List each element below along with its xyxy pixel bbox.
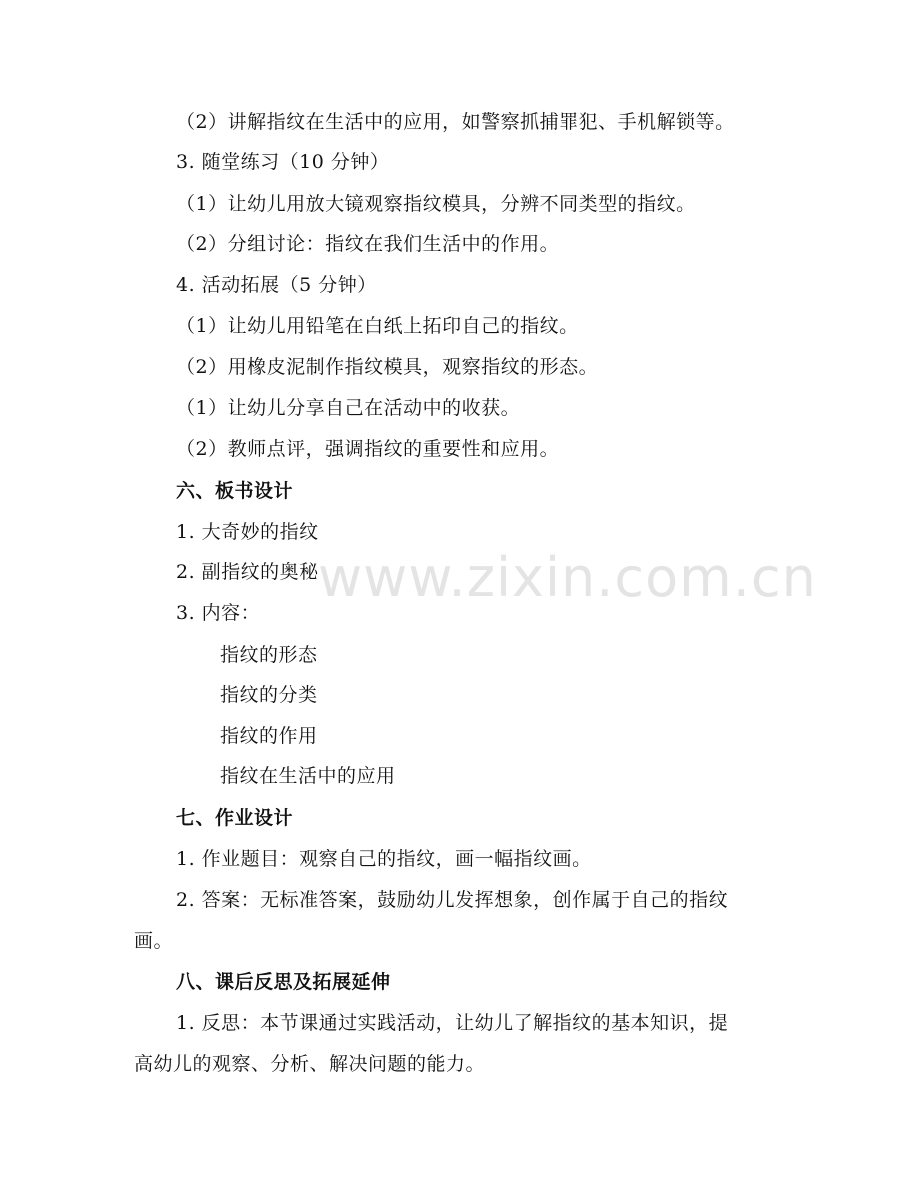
section-heading: 六、板书设计	[176, 480, 294, 502]
text-line: 3. 随堂练习（10 分钟）	[176, 151, 390, 173]
text-line: （2）教师点评，强调指纹的重要性和应用。	[176, 438, 560, 460]
text-line: 4. 活动拓展（5 分钟）	[176, 274, 377, 296]
content-item: 指纹的分类	[220, 684, 318, 706]
text-line: （1）让幼儿分享自己在活动中的收获。	[176, 397, 521, 419]
text-line: （2）讲解指纹在生活中的应用，如警察抓捕罪犯、手机解锁等。	[176, 111, 735, 133]
list-item: 1. 作业题目：观察自己的指纹，画一幅指纹画。	[176, 848, 592, 870]
list-item: 1. 反思：本节课通过实践活动，让幼儿了解指纹的基本知识，提	[176, 1012, 729, 1034]
list-item: 2. 答案：无标准答案，鼓励幼儿发挥想象，创作属于自己的指纹	[176, 889, 729, 911]
list-item-continuation: 画。	[134, 930, 174, 952]
list-item: 2. 副指纹的奥秘	[176, 561, 319, 583]
text-line: （1）让幼儿用放大镜观察指纹模具，分辨不同类型的指纹。	[176, 193, 696, 215]
text-line: （1）让幼儿用铅笔在白纸上拓印自己的指纹。	[176, 315, 579, 337]
list-item: 1. 大奇妙的指纹	[176, 521, 319, 543]
content-item: 指纹的形态	[220, 644, 318, 666]
section-heading: 七、作业设计	[176, 807, 294, 829]
text-line: （2）用橡皮泥制作指纹模具，观察指纹的形态。	[176, 356, 599, 378]
watermark: www.zixin.com.cn	[318, 546, 817, 609]
content-item: 指纹的作用	[220, 725, 318, 747]
text-line: （2）分组讨论：指纹在我们生活中的作用。	[176, 233, 560, 255]
list-item-continuation: 高幼儿的观察、分析、解决问题的能力。	[134, 1053, 486, 1075]
content-item: 指纹在生活中的应用	[220, 765, 396, 787]
section-heading: 八、课后反思及拓展延伸	[176, 971, 391, 993]
list-item: 3. 内容：	[176, 602, 261, 624]
